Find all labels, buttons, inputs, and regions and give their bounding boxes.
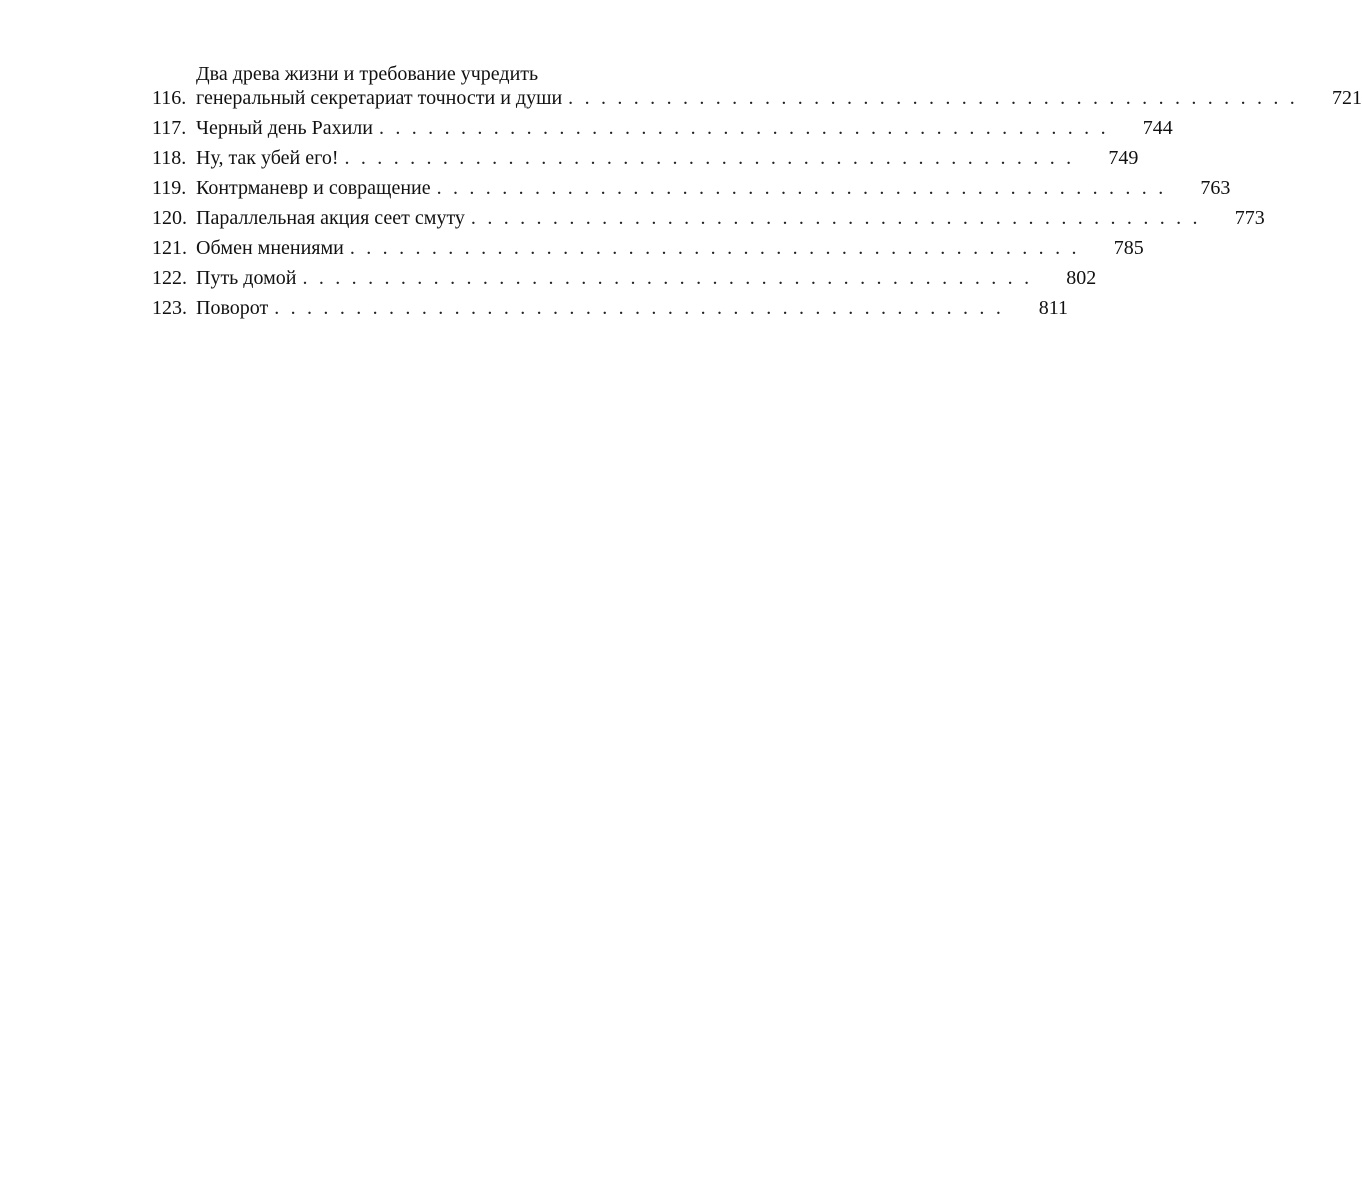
chapter-number: 117. xyxy=(152,117,187,139)
dot-leader: . . . . . . . . . . . . . . . . . . . . . . . . . . . . . . . . . . . . . . . . . . . . . xyxy=(470,207,1201,229)
chapter-title-block xyxy=(196,296,1004,320)
toc-entry-116[interactable] xyxy=(152,62,1362,110)
page-number: 749 xyxy=(1108,147,1139,169)
chapter-title-block xyxy=(196,116,1109,140)
chapter-title: Черный день Рахили xyxy=(196,116,379,140)
dot-leader: . . . . . . . . . . . . . . . . . . . . . . . . . . . . . . . . . . . . . . . . . . . . . xyxy=(349,237,1080,259)
chapter-title: Поворот xyxy=(196,296,274,320)
chapter-number: 122. xyxy=(152,267,187,289)
dot-leader: . . . . . . . . . . . . . . . . . . . . . . . . . . . . . . . . . . . . . . . . . . . . . xyxy=(274,297,1005,319)
chapter-title-block xyxy=(196,266,1032,290)
chapter-number: 121. xyxy=(152,237,187,259)
chapter-title-block xyxy=(196,176,1166,200)
dot-leader: . . . . . . . . . . . . . . . . . . . . . . . . . . . . . . . . . . . . . . . . . . . . . xyxy=(436,177,1167,199)
toc-entry-120[interactable] xyxy=(152,206,1265,230)
page-number: 811 xyxy=(1038,297,1069,319)
page-number: 785 xyxy=(1113,237,1144,259)
dot-leader: . . . . . . . . . . . . . . . . . . . . . . . . . . . . . . . . . . . . . . . . . . . . . xyxy=(378,117,1109,139)
dot-leader: . . . . . . . . . . . . . . . . . . . . . . . . . . . . . . . . . . . . . . . . . . . . . xyxy=(568,87,1298,109)
chapter-number: 116. xyxy=(152,87,187,109)
chapter-title-block xyxy=(196,206,1201,230)
chapter-title-line-2: генеральный секретариат точности и души xyxy=(196,86,568,110)
toc-entry-117[interactable] xyxy=(152,116,1173,140)
toc-entry-118[interactable] xyxy=(152,146,1139,170)
chapter-title-line-1: Два древа жизни и требование учредить xyxy=(196,63,539,85)
dot-leader: . . . . . . . . . . . . . . . . . . . . . . . . . . . . . . . . . . . . . . . . . . . . . xyxy=(302,267,1033,289)
chapter-title-block xyxy=(196,62,1298,110)
chapter-title: Контрманевр и совращение xyxy=(196,176,437,200)
toc-entry-121[interactable] xyxy=(152,236,1144,260)
chapter-title: Ну, так убей его! xyxy=(196,146,345,170)
page-number: 802 xyxy=(1066,267,1097,289)
chapter-title-block xyxy=(196,146,1074,170)
page-number: 721 xyxy=(1331,87,1362,109)
toc-entry-123[interactable] xyxy=(152,296,1069,320)
page-number: 763 xyxy=(1200,177,1231,199)
toc-entry-122[interactable] xyxy=(152,266,1097,290)
chapter-number: 120. xyxy=(152,207,187,229)
chapter-number: 118. xyxy=(152,147,187,169)
toc-entry-119[interactable] xyxy=(152,176,1231,200)
page-number: 744 xyxy=(1142,117,1173,139)
chapter-number: 123. xyxy=(152,297,187,319)
chapter-title-block xyxy=(196,236,1080,260)
chapter-title: Обмен мнениями xyxy=(196,236,350,260)
chapter-number: 119. xyxy=(152,177,187,199)
dot-leader: . . . . . . . . . . . . . . . . . . . . . . . . . . . . . . . . . . . . . . . . . . . . . xyxy=(344,147,1075,169)
page-number: 773 xyxy=(1234,207,1265,229)
chapter-title: Параллельная акция сеет смуту xyxy=(196,206,471,230)
chapter-title: Путь домой xyxy=(196,266,302,290)
table-of-contents xyxy=(152,62,1362,326)
